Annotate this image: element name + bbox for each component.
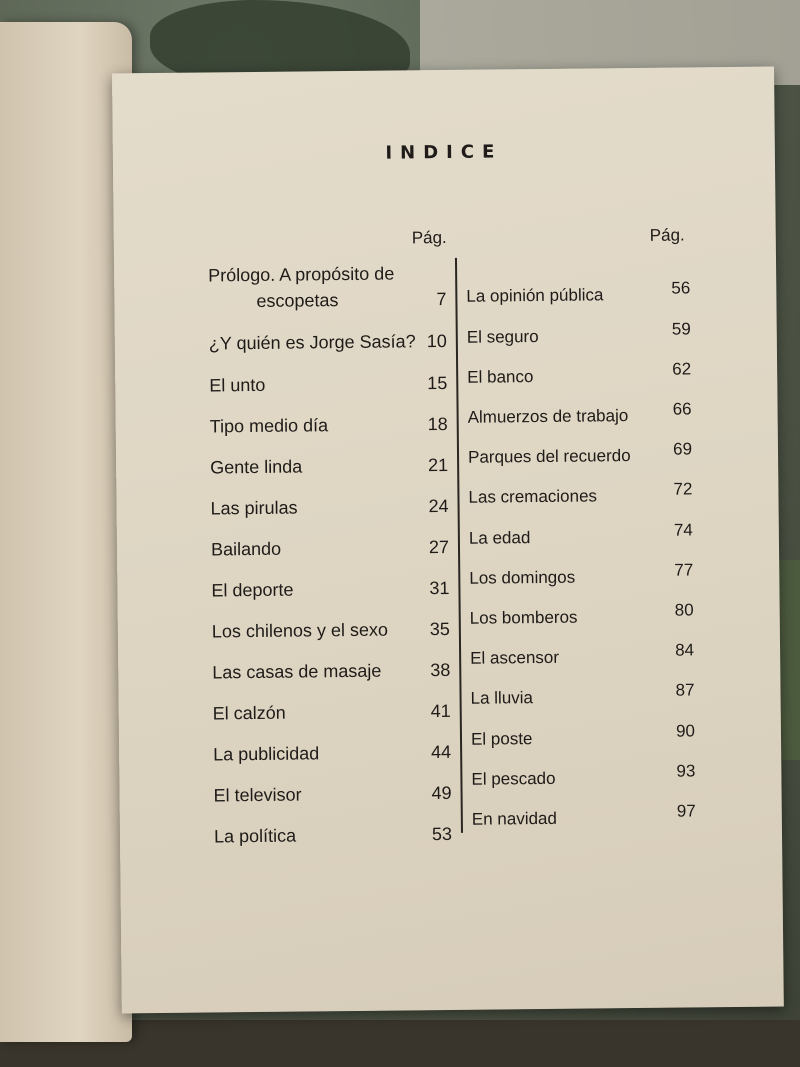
entry-title: La edad xyxy=(468,528,531,548)
index-entry xyxy=(209,370,447,398)
entry-page: 27 xyxy=(428,536,450,558)
entry-page: 93 xyxy=(676,761,696,781)
entry-page: 21 xyxy=(428,454,449,476)
index-entry xyxy=(209,328,447,356)
index-column-left xyxy=(208,260,453,847)
entry-title: Los chilenos y el sexo xyxy=(211,619,389,642)
entry-title: El poste xyxy=(470,729,533,749)
entry-page: 90 xyxy=(675,721,696,741)
index-entry xyxy=(213,698,451,726)
entry-page: 38 xyxy=(430,659,451,681)
entry-title: escopetas xyxy=(256,290,339,311)
index-entry xyxy=(210,452,448,480)
index-entry xyxy=(470,721,696,752)
entry-page: 69 xyxy=(672,439,693,459)
index-entry xyxy=(213,780,451,808)
index-entry xyxy=(469,560,694,591)
entry-page: 87 xyxy=(675,680,695,700)
entry-page: 80 xyxy=(674,600,694,620)
index-entry xyxy=(470,680,695,711)
index-entry xyxy=(212,616,450,644)
entry-title: El ascensor xyxy=(470,647,560,668)
entry-page: 59 xyxy=(671,319,691,339)
entry-title: Las cremaciones xyxy=(468,486,598,507)
entry-title: El calzón xyxy=(212,702,286,724)
entry-page: 97 xyxy=(676,801,696,821)
entry-page: 49 xyxy=(431,782,452,804)
entry-title: El seguro xyxy=(466,327,539,347)
entry-title: Prólogo. A propósito de xyxy=(208,263,395,286)
entry-title: Los domingos xyxy=(469,567,576,588)
index-entry xyxy=(471,761,696,792)
entry-page: 56 xyxy=(671,278,691,298)
index-entry xyxy=(211,575,449,603)
index-entry xyxy=(466,319,691,350)
entry-title: El banco xyxy=(467,367,534,387)
entry-title: El unto xyxy=(209,374,266,396)
entry-page: 41 xyxy=(430,700,451,722)
entry-page: 84 xyxy=(675,640,695,660)
entry-title: El televisor xyxy=(213,784,302,806)
entry-page: 18 xyxy=(427,413,448,435)
index-entry xyxy=(467,399,692,430)
entry-page: 24 xyxy=(428,495,449,517)
entry-title: ¿Y quién es Jorge Sasía? xyxy=(208,331,416,354)
entry-title: En navidad xyxy=(471,808,558,829)
index-entry xyxy=(212,657,450,685)
entry-page: 35 xyxy=(429,618,450,640)
page-column-label-left: Pág. xyxy=(411,227,447,248)
entry-page: 10 xyxy=(426,330,447,352)
entry-page: 74 xyxy=(673,520,693,540)
entry-title: Tipo medio día xyxy=(209,415,329,437)
entry-title: Parques del recuerdo xyxy=(467,446,631,467)
entry-page: 15 xyxy=(427,372,448,394)
entry-page: 7 xyxy=(436,288,447,310)
index-entry xyxy=(210,493,448,521)
index-entry xyxy=(467,359,692,390)
page-column-label-right: Pág. xyxy=(649,225,685,245)
entry-title: Almuerzos de trabajo xyxy=(467,406,629,427)
entry-title: La publicidad xyxy=(213,743,320,765)
index-entry xyxy=(213,739,451,767)
entry-page: 72 xyxy=(673,479,693,499)
index-entry xyxy=(471,801,696,832)
entry-title: La política xyxy=(213,825,297,847)
entry-page: 44 xyxy=(431,741,452,763)
column-divider xyxy=(455,258,463,833)
book-page xyxy=(112,67,784,1014)
entry-title: Las pirulas xyxy=(210,497,298,519)
entry-title: Gente linda xyxy=(210,456,303,478)
index-entry xyxy=(210,411,448,439)
index-entry xyxy=(214,821,452,849)
index-column-right xyxy=(466,257,696,829)
entry-title: La lluvia xyxy=(470,688,534,708)
index-entry xyxy=(470,640,695,671)
entry-title: Los bomberos xyxy=(469,607,578,628)
entry-page: 62 xyxy=(672,359,692,379)
index-entry xyxy=(211,534,449,562)
index-entry xyxy=(467,439,693,470)
entry-title: El deporte xyxy=(211,579,294,601)
page-title: INDICE xyxy=(385,141,503,164)
index-entry xyxy=(208,260,447,314)
entry-title: Bailando xyxy=(210,538,282,560)
index-entry xyxy=(468,520,693,551)
entry-page: 77 xyxy=(674,560,694,580)
entry-page: 66 xyxy=(672,399,692,419)
index-entry xyxy=(466,278,691,309)
entry-title: Las casas de masaje xyxy=(212,660,382,683)
entry-title: El pescado xyxy=(471,768,556,789)
entry-page: 31 xyxy=(429,577,450,599)
index-entry xyxy=(468,479,693,510)
entry-page: 53 xyxy=(431,823,453,845)
entry-title: La opinión pública xyxy=(466,285,604,306)
index-entry xyxy=(469,600,694,631)
